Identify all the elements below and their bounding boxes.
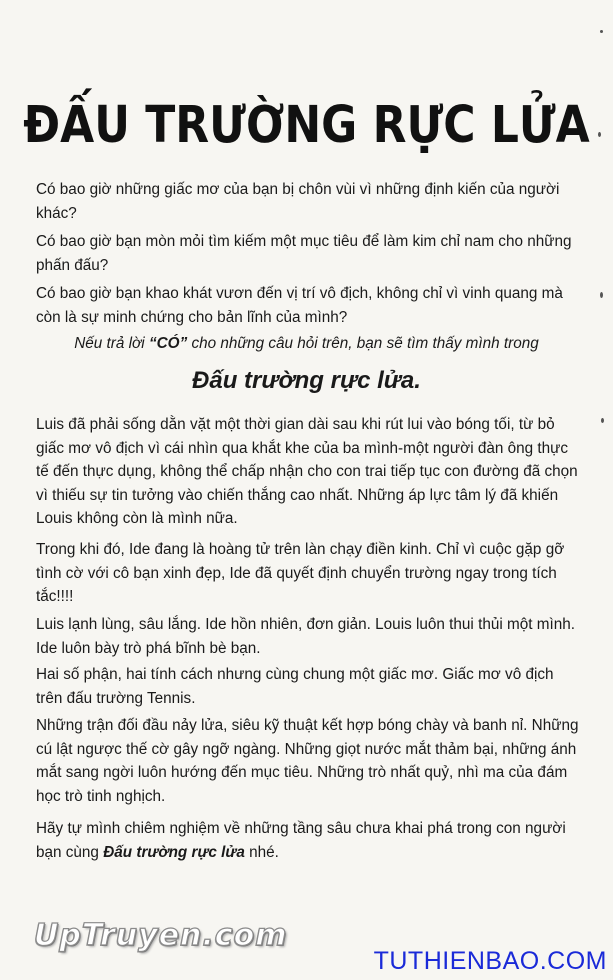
closing-highlight: Đấu trường rực lửa — [103, 843, 245, 861]
question-2: Có bao giờ bạn mòn mỏi tìm kiếm một mục tiêu để làm kim chỉ nam cho những phấn đấu? — [36, 233, 572, 274]
paragraph-5: Những trận đối đầu nảy lửa, siêu kỹ thuật kết hợp bóng chày và banh nỉ. Những cú lật ngược thế cờ gây ngỡ ngàng. Những giọt nước mắt thảm bại, những ánh mắt sang ngời luôn hướng đến mục tiêu. Những trò nhất quỷ, nhì ma của đám học trò tinh nghịch. — [36, 717, 579, 805]
answer-line-after: cho những câu hỏi trên, bạn sẽ tìm thấy mình trong — [187, 335, 539, 352]
closing-paragraph — [36, 817, 581, 864]
closing-after: nhé. — [244, 843, 279, 861]
paragraph-1: Luis đã phải sống dằn vặt một thời gian dài sau khi rút lui vào bóng tối, từ bỏ giấc mơ vô địch vì cái nhìn qua khắt khe của ba mình-một người đàn ông thực tế đến thực dụng, không thể chấp nhận cho con trai tiếp tục con đường đã chọn vì thiếu sự tin tưởng vào chiến thắng cao nhất. Những áp lực tâm lý đã khiến Louis không còn là mình nữa. — [36, 416, 578, 527]
paragraph-4: Hai số phận, hai tính cách nhưng cùng chung một giấc mơ. Giấc mơ vô địch trên đấu trường Tennis. — [36, 666, 554, 707]
scan-speck — [600, 292, 603, 298]
question-1: Có bao giờ những giấc mơ của bạn bị chôn vùi vì những định kiến của người khác? — [36, 181, 560, 222]
closing-before: Hãy tự mình chiêm nghiệm về những tầng sâu chưa khai phá trong con người bạn cùng — [36, 820, 566, 861]
question-3: Có bao giờ bạn khao khát vươn đến vị trí vô địch, không chỉ vì vinh quang mà còn là sự minh chứng cho bản lĩnh của mình? — [36, 285, 563, 326]
watermark-logo: UpTruyen.com — [34, 918, 288, 953]
subtitle: Đấu trường rực lửa. — [192, 367, 421, 394]
answer-line-before: Nếu trả lời — [74, 335, 149, 352]
paragraph-2: Trong khi đó, Ide đang là hoàng tử trên làn chạy điền kinh. Chỉ vì cuộc gặp gỡ tình cờ với cô bạn xinh đẹp, Ide đã quyết định chuyển trường ngay trong tích tắc!!!! — [36, 541, 565, 605]
page-title: ĐẤU TRƯỜNG RỰC LỬA — [23, 96, 590, 155]
answer-line-highlight: “CÓ” — [148, 335, 188, 352]
scan-speck — [600, 30, 603, 33]
scan-speck — [601, 418, 604, 423]
paragraph-3: Luis lạnh lùng, sâu lắng. Ide hồn nhiên, đơn giản. Louis luôn thui thủi một mình. Ide luôn bày trò phá bĩnh bè bạn. — [36, 616, 575, 657]
answer-line — [0, 335, 613, 353]
site-label[interactable]: TUTHIENBAO.COM — [373, 947, 607, 975]
